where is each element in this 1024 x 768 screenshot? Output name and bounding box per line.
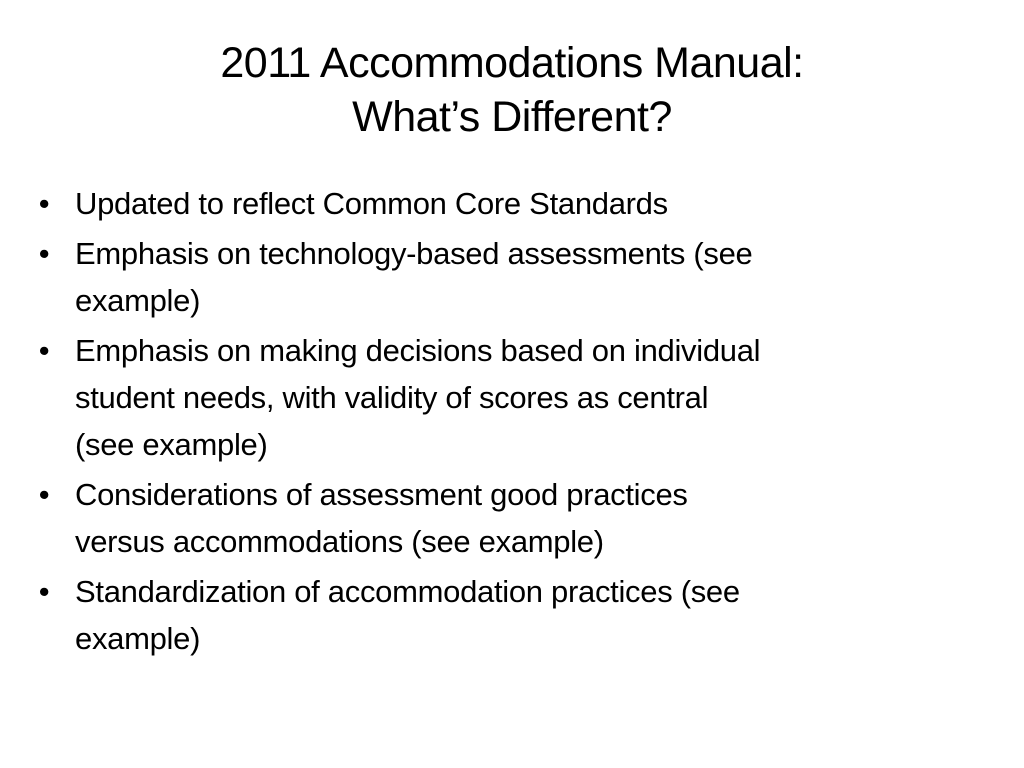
bullet-item-3 xyxy=(34,327,974,468)
bullet-3-line-2: student needs, with validity of scores as central xyxy=(75,380,709,415)
bullet-item-1 xyxy=(34,180,974,227)
bullet-dot-icon: • xyxy=(38,333,50,368)
bullet-1-line-1: Updated to reflect Common Core Standards xyxy=(75,186,668,221)
bullet-4-line-2: versus accommodations (see example) xyxy=(75,524,604,559)
bullet-5-line-1: Standardization of accommodation practices (see xyxy=(75,574,740,609)
bullet-dot-icon: • xyxy=(38,186,50,221)
bullet-3-line-1: Emphasis on making decisions based on individual xyxy=(75,333,761,368)
bullet-dot-icon: • xyxy=(38,236,50,271)
bullet-2-line-1: Emphasis on technology-based assessments (see xyxy=(75,236,753,271)
slide-title-line-1: 2011 Accommodations Manual: xyxy=(220,39,804,87)
bullet-list xyxy=(34,180,974,665)
slide-title xyxy=(60,36,964,144)
slide-title-line-2: What’s Different? xyxy=(352,93,672,141)
bullet-5-line-2: example) xyxy=(75,621,201,656)
bullet-2-line-2: example) xyxy=(75,283,201,318)
bullet-4-line-1: Considerations of assessment good practices xyxy=(75,477,688,512)
bullet-dot-icon: • xyxy=(38,574,50,609)
bullet-item-4 xyxy=(34,471,974,565)
bullet-3-line-3: (see example) xyxy=(75,427,268,462)
bullet-item-2 xyxy=(34,230,974,324)
bullet-item-5 xyxy=(34,568,974,662)
bullet-dot-icon: • xyxy=(38,477,50,512)
